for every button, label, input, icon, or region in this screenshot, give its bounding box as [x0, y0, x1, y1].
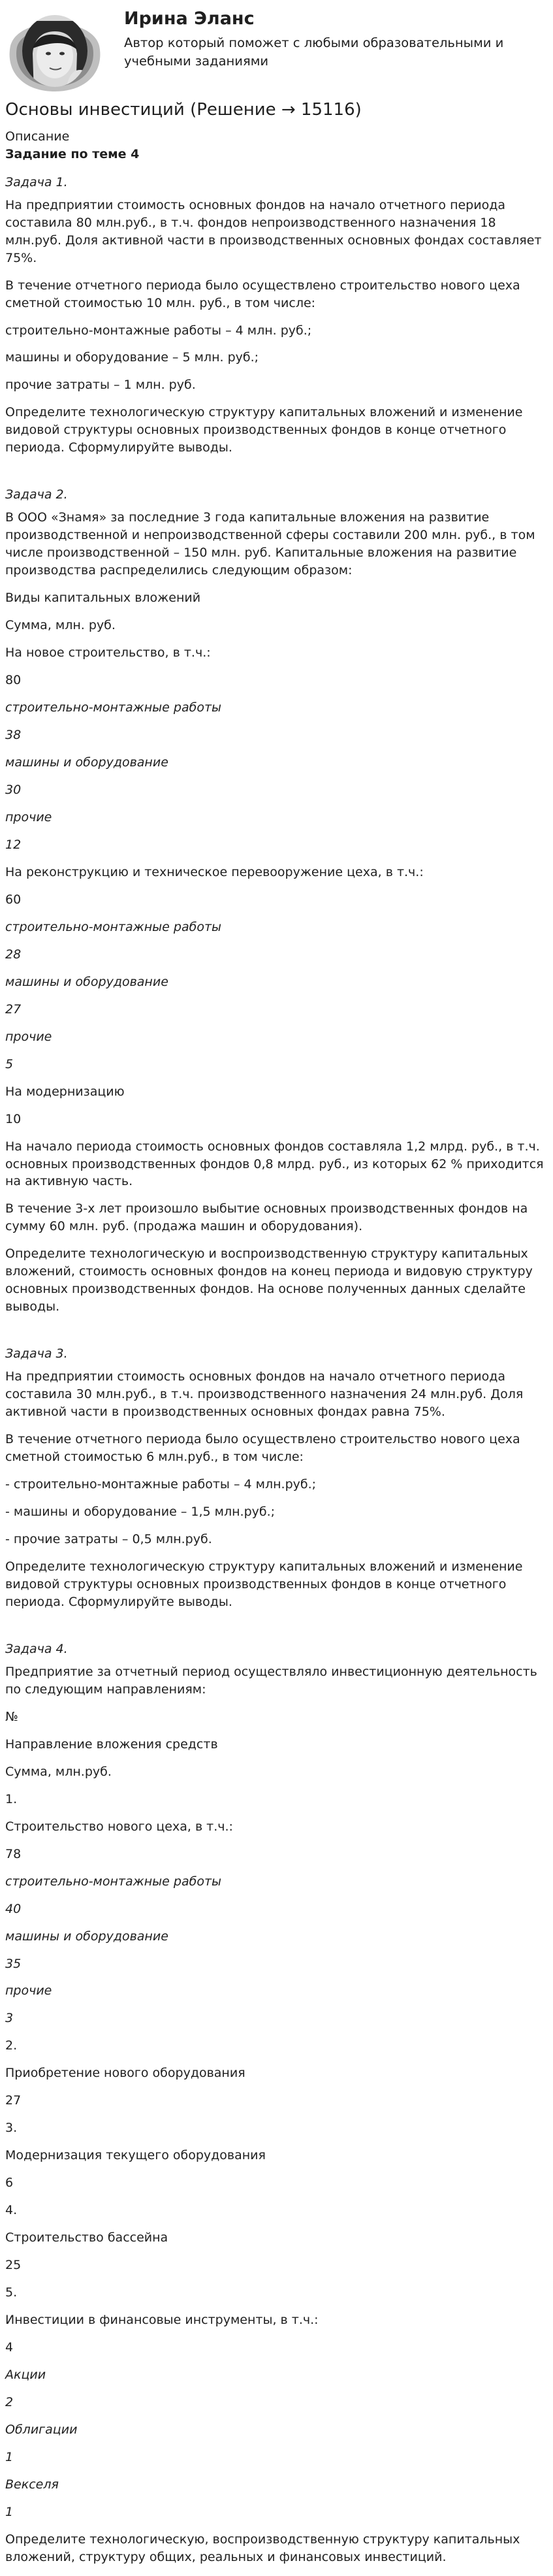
task-section — [5, 486, 546, 1316]
task-paragraph: 10 — [5, 1111, 22, 1126]
task-paragraph: 2 — [5, 2395, 14, 2410]
task-paragraph: На начало периода стоимость основных фондов составляла 1,2 млрд. руб., в т.ч. основных производственных фондов 0,8 млрд. руб., из которых 62 % приходится на активную часть. — [5, 1139, 544, 1189]
task-paragraph: Определите технологическую структуру капитальных вложений и изменение видовой структуры основных производственных фондов в конце отчетного периода. Сформулируйте выводы. — [5, 1559, 523, 1609]
task-paragraph: 4 — [5, 2340, 14, 2355]
task-paragraph: - строительно-монтажные работы – 4 млн.руб.; — [5, 1477, 317, 1492]
section-spacer — [5, 1621, 546, 1640]
task-paragraph: На модернизацию — [5, 1084, 125, 1099]
task-paragraph: Определите технологическую структуру капитальных вложений и изменение видовой структуры основных производственных фондов в конце отчетного периода. Сформулируйте выводы. — [5, 405, 523, 455]
author-name[interactable]: Ирина Эланс — [124, 8, 255, 29]
task-paragraph: машины и оборудование — [5, 974, 168, 989]
task-paragraph: 25 — [5, 2258, 22, 2273]
task-title: Задача 4. — [5, 1641, 68, 1656]
author-avatar[interactable] — [5, 8, 104, 94]
task-paragraph: № — [5, 1709, 18, 1724]
task-paragraph: Облигации — [5, 2422, 78, 2437]
task-paragraph: Сумма, млн.руб. — [5, 1764, 112, 1779]
task-paragraph: прочие — [5, 1029, 52, 1044]
task-section — [5, 1640, 546, 2566]
task-paragraph: прочие — [5, 809, 52, 824]
task-paragraph: строительно-монтажные работы – 4 млн. руб.; — [5, 323, 312, 338]
task-paragraph: В течение отчетного периода было осуществлено строительство нового цеха сметной стоимостью 6 млн.руб., в том числе: — [5, 1432, 520, 1465]
task-paragraph: 3 — [5, 2011, 14, 2026]
task-paragraph: - машины и оборудование – 1,5 млн.руб.; — [5, 1505, 276, 1520]
task-paragraph: 1. — [5, 1791, 18, 1806]
task-section — [5, 1345, 546, 1611]
task-paragraph: 80 — [5, 673, 22, 688]
task-paragraph: Приобретение нового оборудования — [5, 2066, 245, 2081]
author-description: Автор который поможет с любыми образовательными и учебными заданиями — [124, 35, 504, 69]
task-paragraph: 2. — [5, 2038, 18, 2053]
task-paragraph: прочие — [5, 1983, 52, 1998]
task-paragraph: 1 — [5, 2449, 14, 2464]
task-paragraph: 78 — [5, 1846, 22, 1861]
task-paragraph: строительно-монтажные работы — [5, 1874, 222, 1889]
task-paragraph: Направление вложения средств — [5, 1736, 218, 1752]
task-paragraph: 38 — [5, 728, 22, 743]
task-paragraph: машины и оборудование — [5, 755, 168, 770]
task-paragraph: На предприятии стоимость основных фондов на начало отчетного периода составила 30 млн.руб., в т.ч. производственного назначения 24 млн.руб. Доля активной части в производственных основных фондах равна 75%. — [5, 1369, 524, 1420]
task-paragraph: 27 — [5, 1002, 22, 1017]
task-paragraph: В течение 3-х лет произошло выбытие основных производственных фондов на сумму 60 млн. руб. (продажа машин и оборудования). — [5, 1201, 528, 1234]
task-paragraph: - прочие затраты – 0,5 млн.руб. — [5, 1532, 212, 1547]
task-paragraph: машины и оборудование — [5, 1929, 168, 1944]
topic-heading: Задание по теме 4 — [5, 146, 140, 161]
task-paragraph: 3. — [5, 2121, 18, 2136]
task-paragraph: Векселя — [5, 2477, 59, 2492]
task-paragraph: строительно-монтажные работы — [5, 919, 222, 934]
task-paragraph: Предприятие за отчетный период осуществляло инвестиционную деятельность по следующим направлениям: — [5, 1664, 537, 1697]
author-info — [124, 8, 546, 71]
section-spacer — [5, 1326, 546, 1345]
task-paragraph: Инвестиции в финансовые инструменты, в т.ч.: — [5, 2313, 319, 2328]
task-paragraph: На предприятии стоимость основных фондов на начало отчетного периода составила 80 млн.руб., в т.ч. фондов непроизводственного назначения 18 млн.руб. Доля активной части в производственных основных фондах составляет 75%. — [5, 197, 542, 265]
task-paragraph: строительно-монтажные работы — [5, 700, 222, 715]
task-paragraph: Определите технологическую, воспроизводственную структуру капитальных вложений, структуру общих, реальных и финансовых инвестиций. — [5, 2532, 520, 2564]
task-paragraph: Сумма, млн. руб. — [5, 618, 116, 633]
task-paragraph: Строительство нового цеха, в т.ч.: — [5, 1819, 233, 1834]
task-paragraph: 35 — [5, 1956, 22, 1971]
document-title: Основы инвестиций (Решение → 15116) — [5, 100, 362, 120]
section-spacer — [5, 466, 546, 486]
task-paragraph: 30 — [5, 782, 22, 797]
task-paragraph: Определите технологическую и воспроизводственную структуру капитальных вложений, стоимость основных фондов на конец периода и видовую структуру основных производственных фондов. На основе полученных данных сделайте выводы. — [5, 1247, 533, 1314]
task-paragraph: Строительство бассейна — [5, 2230, 168, 2245]
task-paragraph: Модернизация текущего оборудования — [5, 2148, 266, 2163]
task-paragraph: 12 — [5, 837, 22, 852]
task-paragraph: 5 — [5, 1056, 14, 1071]
task-paragraph: На новое строительство, в т.ч.: — [5, 645, 211, 660]
tasks-container — [5, 174, 546, 2566]
description-label: Описание — [5, 129, 70, 144]
task-paragraph: 1 — [5, 2504, 14, 2519]
task-paragraph: 60 — [5, 892, 22, 907]
task-paragraph: Акции — [5, 2368, 46, 2383]
author-card — [5, 0, 546, 94]
task-paragraph: машины и оборудование – 5 млн. руб.; — [5, 350, 259, 365]
task-paragraph: В ООО «Знамя» за последние 3 года капитальные вложения на развитие производственной и непроизводственной сферы составили 200 млн. руб., в том числе производственной – 150 млн. руб. Капитальные вложения на развитие производства распределились следующим образом: — [5, 510, 535, 578]
task-title: Задача 2. — [5, 487, 68, 502]
task-title: Задача 1. — [5, 174, 68, 189]
task-paragraph: На реконструкцию и техническое перевооружение цеха, в т.ч.: — [5, 864, 424, 879]
task-paragraph: 40 — [5, 1901, 22, 1916]
task-paragraph: прочие затраты – 1 млн. руб. — [5, 378, 196, 393]
task-paragraph: Виды капитальных вложений — [5, 591, 201, 606]
task-paragraph: В течение отчетного периода было осуществлено строительство нового цеха сметной стоимостью 10 млн. руб., в том числе: — [5, 278, 520, 310]
task-paragraph: 6 — [5, 2176, 14, 2191]
task-paragraph: 27 — [5, 2093, 22, 2108]
task-paragraph: 5. — [5, 2285, 18, 2300]
task-paragraph: 28 — [5, 947, 22, 962]
task-section — [5, 174, 546, 457]
task-paragraph: 4. — [5, 2203, 18, 2218]
task-title: Задача 3. — [5, 1346, 68, 1361]
